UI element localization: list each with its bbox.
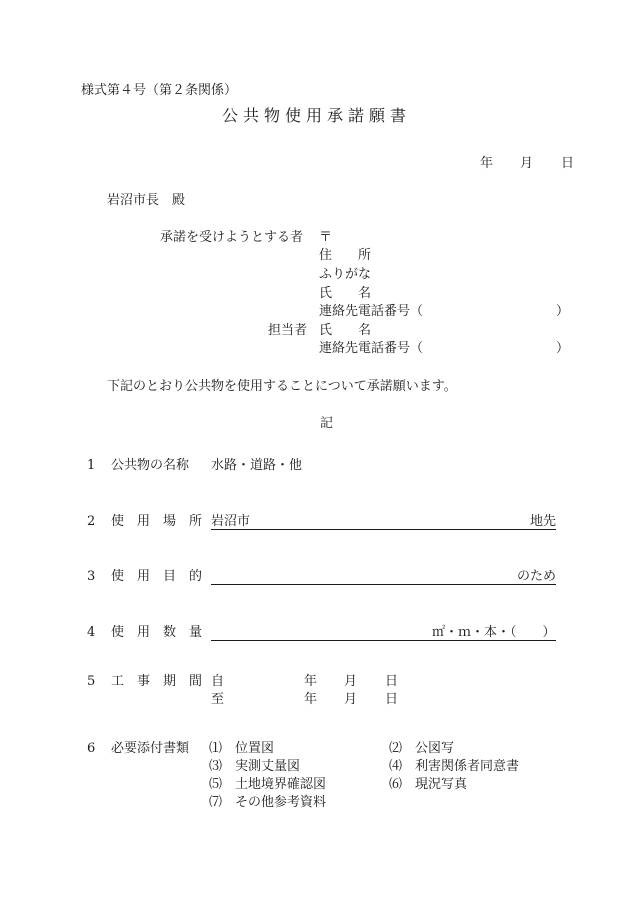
item-3-suffix: のため [517,569,557,584]
request-sentence: 下記のとおり公共物を使用することについて承諾願います。 [107,379,457,394]
item-2-label: 使 用 場 所 [111,514,203,529]
doc-3: ⑶ 実測丈量図 [209,759,301,774]
item-1-value: 水路・道路・他 [211,458,303,473]
applicant-label: 承諾を受けようとする者 [160,230,304,245]
doc-1: ⑴ 位置図 [209,741,275,756]
form-number: 様式第４号（第２条関係） [81,83,238,98]
item-4-number: 4 [87,625,96,640]
item-1-number: 1 [87,458,96,473]
doc-2: ⑵ 公図写 [389,741,455,756]
period-from-year: 年 [304,674,318,689]
date-month: 月 [520,156,534,171]
contact-label: 担当者 [268,323,308,338]
period-to: 至 [211,692,225,707]
period-from: 自 [211,674,225,689]
item-1-label: 公共物の名称 [111,458,190,473]
date-year: 年 [480,156,494,171]
item-6-label: 必要添付書類 [111,741,190,756]
item-3-number: 3 [87,569,96,584]
item-5-label: 工 事 期 間 [111,674,203,689]
ki-label: 記 [320,416,334,431]
item-2-underline [211,529,556,530]
period-to-year: 年 [304,692,318,707]
item-5-number: 5 [87,674,96,689]
period-from-month: 月 [344,674,358,689]
item-2-value: 岩沼市 [211,514,251,529]
applicant-name-label: 氏 名 [319,286,372,301]
doc-4: ⑷ 利害関係者同意書 [389,759,520,774]
item-3-label: 使 用 目 的 [111,569,203,584]
page-title: 公共物使用承諾願書 [222,106,412,125]
period-to-month: 月 [344,692,358,707]
applicant-phone-close: ） [556,304,570,319]
item-3-underline [211,584,556,585]
addressee: 岩沼市長 殿 [107,193,186,208]
contact-phone-label: 連絡先電話番号（ [319,341,424,356]
date-day: 日 [561,156,575,171]
furigana-label: ふりがな [319,267,372,282]
item-4-underline [211,640,556,641]
item-4-label: 使 用 数 量 [111,625,203,640]
contact-phone-close: ） [556,341,570,356]
postal-mark: 〒 [319,230,333,245]
item-2-suffix: 地先 [530,514,557,529]
item-4-suffix: ㎡・ｍ・本・（ ） [432,625,556,640]
doc-7: ⑺ その他参考資料 [209,795,327,810]
doc-6: ⑹ 現況写真 [389,777,468,792]
address-label: 住 所 [319,248,372,263]
applicant-phone-label: 連絡先電話番号（ [319,304,424,319]
item-2-number: 2 [87,514,96,529]
doc-5: ⑸ 土地境界確認図 [209,777,327,792]
contact-name-label: 氏 名 [319,323,372,338]
item-6-number: 6 [87,741,96,756]
period-to-day: 日 [385,692,399,707]
period-from-day: 日 [385,674,399,689]
